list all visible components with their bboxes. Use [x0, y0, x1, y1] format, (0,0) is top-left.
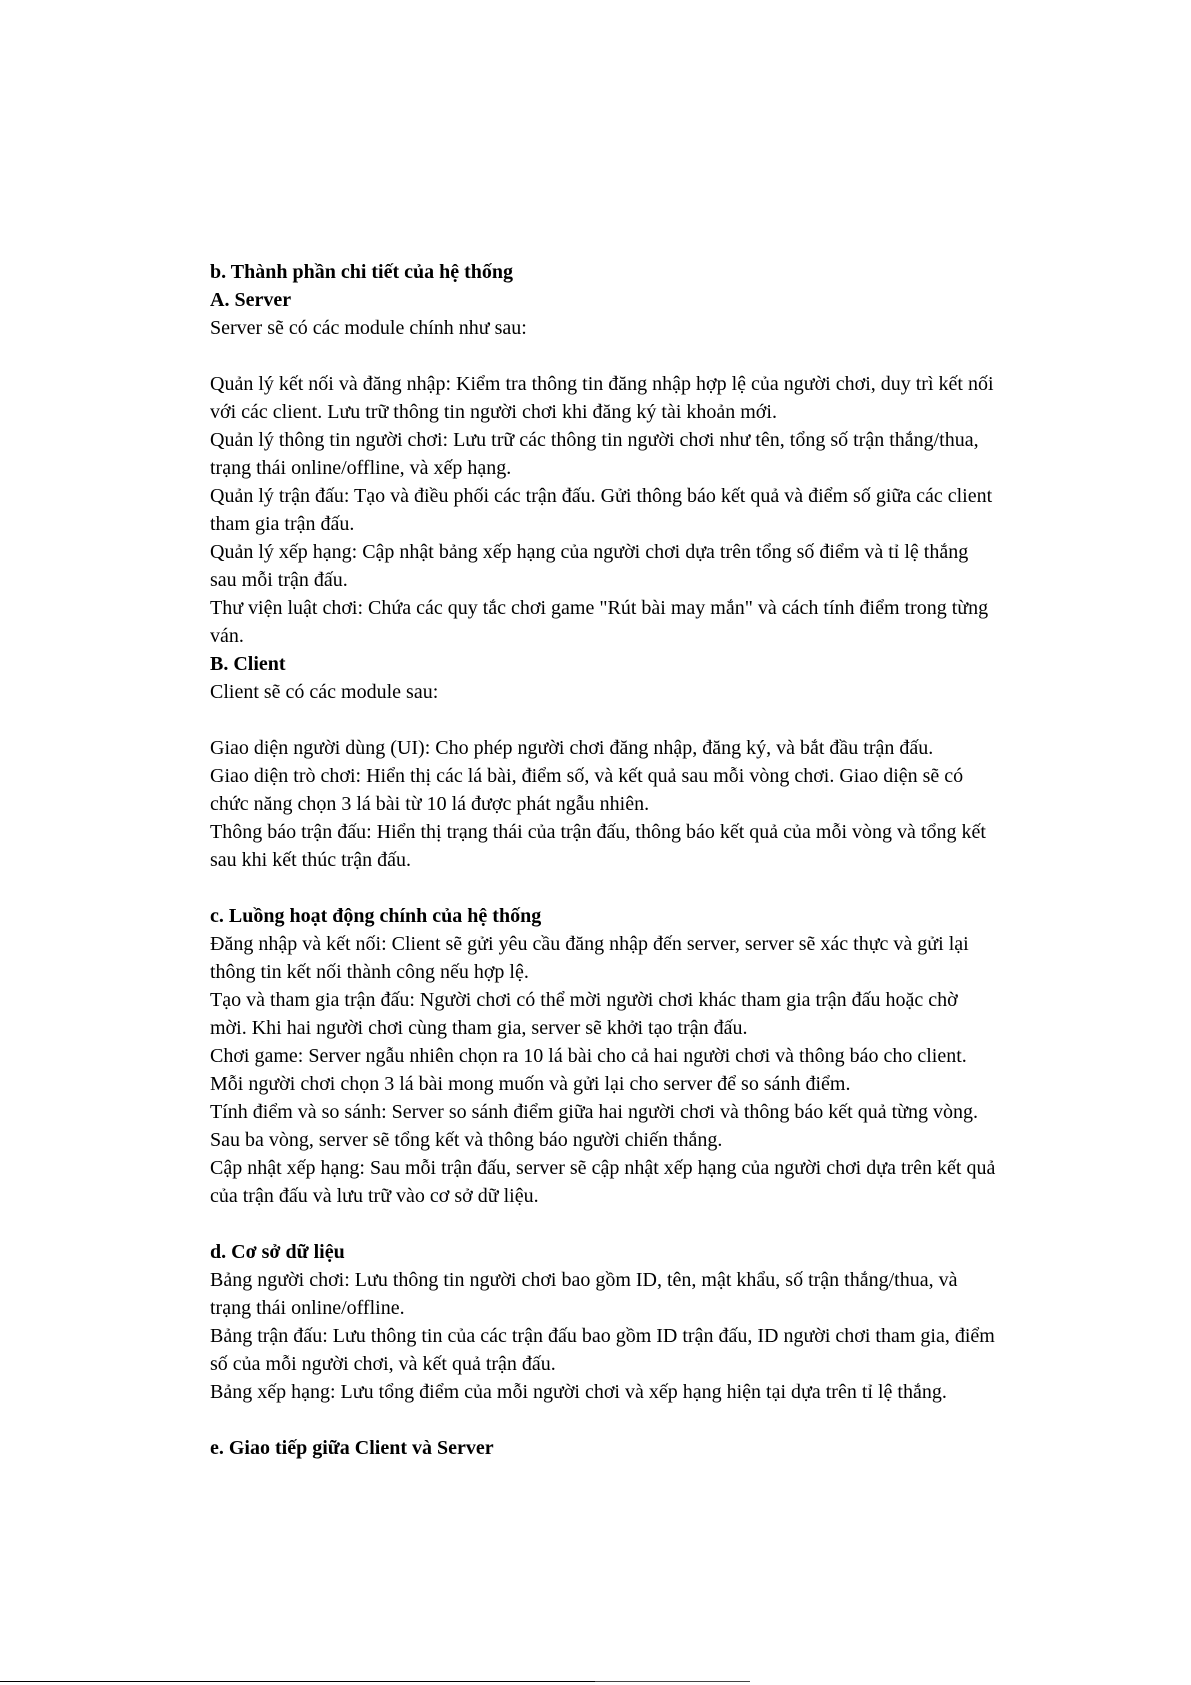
footer-divider	[0, 1681, 595, 1682]
document-page	[210, 258, 1060, 1462]
paragraph-line: mời. Khi hai người chơi cùng tham gia, server sẽ khởi tạo trận đấu.	[210, 1017, 748, 1039]
paragraph-line: Quản lý xếp hạng: Cập nhật bảng xếp hạng của người chơi dựa trên tổng số điểm và tỉ lệ thắng	[210, 541, 969, 563]
subsection-title-client: B. Client	[210, 653, 286, 675]
paragraph-line: Đăng nhập và kết nối: Client sẽ gửi yêu cầu đăng nhập đến server, server sẽ xác thực và gửi lại	[210, 933, 969, 955]
paragraph-line: Bảng xếp hạng: Lưu tổng điểm của mỗi người chơi và xếp hạng hiện tại dựa trên tỉ lệ thắng.	[210, 1381, 947, 1403]
paragraph-line: số của mỗi người chơi, và kết quả trận đấu.	[210, 1353, 556, 1375]
section-heading-c: c. Luồng hoạt động chính của hệ thống	[210, 905, 542, 927]
paragraph-line: Giao diện trò chơi: Hiển thị các lá bài, điểm số, và kết quả sau mỗi vòng chơi. Giao diện sẽ có	[210, 765, 964, 787]
paragraph-line: Thông báo trận đấu: Hiển thị trạng thái của trận đấu, thông báo kết quả của mỗi vòng và tổng kết	[210, 821, 986, 843]
paragraph-line: Tính điểm và so sánh: Server so sánh điểm giữa hai người chơi và thông báo kết quả từng vòng.	[210, 1101, 978, 1123]
paragraph-line: với các client. Lưu trữ thông tin người chơi khi đăng ký tài khoản mới.	[210, 401, 777, 423]
spacer	[210, 1210, 1060, 1238]
spacer	[210, 874, 1060, 902]
paragraph-line: Quản lý thông tin người chơi: Lưu trữ các thông tin người chơi như tên, tổng số trận thắng/thua,	[210, 429, 979, 451]
subsection-intro-client: Client sẽ có các module sau:	[210, 681, 439, 703]
paragraph-line: chức năng chọn 3 lá bài từ 10 lá được phát ngẫu nhiên.	[210, 793, 650, 815]
paragraph-line: Giao diện người dùng (UI): Cho phép người chơi đăng nhập, đăng ký, và bắt đầu trận đấu.	[210, 737, 934, 759]
paragraph-line: Thư viện luật chơi: Chứa các quy tắc chơi game "Rút bài may mắn" và cách tính điểm trong từng	[210, 597, 989, 619]
paragraph-line: Bảng trận đấu: Lưu thông tin của các trận đấu bao gồm ID trận đấu, ID người chơi tham gia, điểm	[210, 1325, 995, 1347]
subsection-title-server: A. Server	[210, 289, 292, 311]
paragraph-line: Mỗi người chơi chọn 3 lá bài mong muốn và gửi lại cho server để so sánh điểm.	[210, 1073, 851, 1095]
paragraph-line: Quản lý kết nối và đăng nhập: Kiểm tra thông tin đăng nhập hợp lệ của người chơi, duy trì kết nối	[210, 373, 994, 395]
paragraph-line: sau khi kết thúc trận đấu.	[210, 849, 412, 871]
spacer	[210, 342, 1060, 370]
paragraph-line: Quản lý trận đấu: Tạo và điều phối các trận đấu. Gửi thông báo kết quả và điểm số giữa các client	[210, 485, 993, 507]
paragraph-line: thông tin kết nối thành công nếu hợp lệ.	[210, 961, 529, 983]
paragraph-line: Chơi game: Server ngẫu nhiên chọn ra 10 lá bài cho cả hai người chơi và thông báo cho client.	[210, 1045, 967, 1067]
paragraph-line: sau mỗi trận đấu.	[210, 569, 348, 591]
spacer	[210, 1406, 1060, 1434]
paragraph-line: Tạo và tham gia trận đấu: Người chơi có thể mời người chơi khác tham gia trận đấu hoặc chờ	[210, 989, 958, 1011]
paragraph-line: Sau ba vòng, server sẽ tổng kết và thông báo người chiến thắng.	[210, 1129, 723, 1151]
paragraph-line: Bảng người chơi: Lưu thông tin người chơi bao gồm ID, tên, mật khẩu, số trận thắng/thua, và	[210, 1269, 958, 1291]
section-heading-b: b. Thành phần chi tiết của hệ thống	[210, 261, 514, 283]
section-heading-d: d. Cơ sở dữ liệu	[210, 1241, 345, 1263]
paragraph-line: ván.	[210, 625, 244, 647]
paragraph-line: tham gia trận đấu.	[210, 513, 355, 535]
paragraph-line: trạng thái online/offline, và xếp hạng.	[210, 457, 512, 479]
paragraph-line: Cập nhật xếp hạng: Sau mỗi trận đấu, server sẽ cập nhật xếp hạng của người chơi dựa trên kết quả	[210, 1157, 996, 1179]
section-heading-e: e. Giao tiếp giữa Client và Server	[210, 1437, 494, 1459]
paragraph-line: trạng thái online/offline.	[210, 1297, 405, 1319]
footer-divider-secondary	[595, 1681, 750, 1682]
paragraph-line: của trận đấu và lưu trữ vào cơ sở dữ liệu.	[210, 1185, 539, 1207]
spacer	[210, 706, 1060, 734]
subsection-intro-server: Server sẽ có các module chính như sau:	[210, 317, 527, 339]
